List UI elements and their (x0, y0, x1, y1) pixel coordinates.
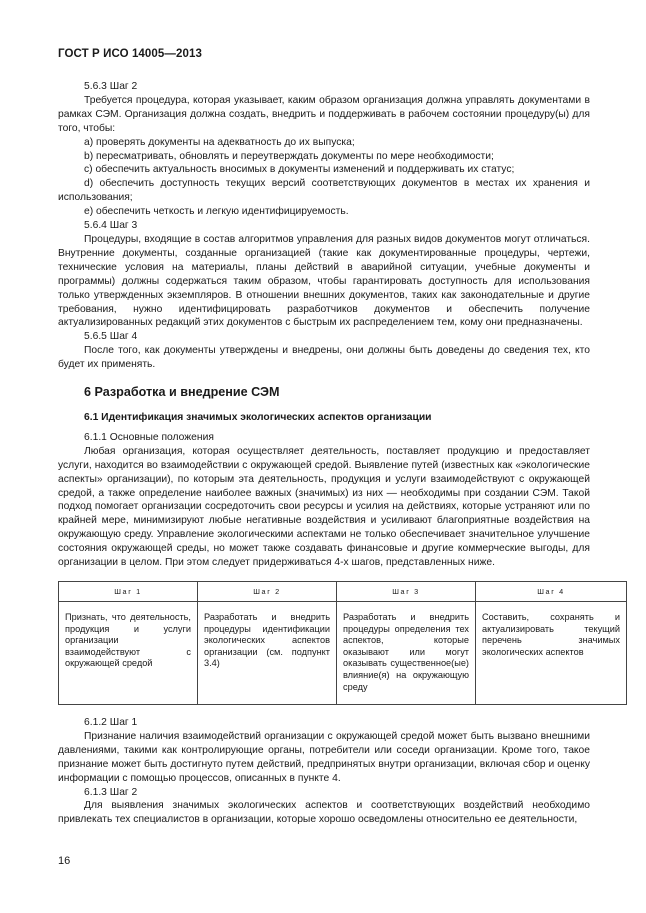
paragraph: Процедуры, входящие в состав алгоритмов управления для разных видов документов могут отличаться. Внутренние документы, созданные организацией (такие как документированные процедуры, чертежи, технические условия на материалы, планы действий в аварийной ситуации, учебные документы и программы) должны содержаться таким образом, чтобы гарантировать доступность для использования только утвержденных экземпляров. В отношении внешних документов, таких как законодательные и другие требования, нужно идентифицировать разработчиков документов и обеспечить получение актуализированных редакций этих документов с быстрым их распределением тем, кому они предназначены. (58, 233, 590, 329)
table-cell: Разработать и внедрить процедуры определения тех аспектов, которые оказывают или могут оказывать существенное(ые) влияние(я) на окружающую среду (337, 602, 476, 705)
table-header-cell: Шаг 3 (337, 582, 476, 602)
list-item: c) обеспечить актуальность вносимых в документы изменений и поддерживать их статус; (84, 164, 515, 176)
clause-number: 6.1.3 Шаг 2 (84, 786, 138, 798)
table-cell: Составить, сохранять и актуализировать текущий перечень значимых экологических аспектов (476, 602, 627, 705)
page-number: 16 (58, 855, 71, 867)
list-item: d) обеспечить доступность текущих версий соответствующих документов в местах их хранения и использования; (58, 178, 590, 204)
section-heading: 6 Разработка и внедрение СЭМ (84, 385, 280, 400)
paragraph: После того, как документы утверждены и внедрены, они должны быть доведены до сведения тех, кто будет их применять. (58, 345, 590, 371)
table-row (59, 602, 627, 705)
list-item: b) пересматривать, обновлять и переутверждать документы по мере необходимости; (84, 150, 494, 162)
subsection-heading: 6.1 Идентификация значимых экологических аспектов организации (84, 412, 432, 424)
clause-number: 5.6.3 Шаг 2 (84, 81, 138, 92)
clause-number: 6.1.1 Основные положения (84, 431, 214, 443)
table-cell: Признать, что деятельность, продукция и услуги организации взаимодействуют с окружающей средой (59, 602, 198, 705)
paragraph: Для выявления значимых экологических аспектов и соответствующих воздействий необходимо привлекать тех специалистов в организации, которые хорошо осведомлены относительно ее деятельности, (58, 800, 590, 826)
clause-number: 5.6.4 Шаг 3 (84, 220, 138, 232)
list-item: e) обеспечить четкость и легкую идентифицируемость. (84, 206, 349, 218)
paragraph: Признание наличия взаимодействий организации с окружающей средой может быть вызвано внешними давлениями, такими как контролирующие органы, потребители или соседи организации. Кроме того, такое признание может быть достигнуто путем действий, предпринятых внутри организации, включая сбор и оценку информации с помощью процессов, описанных в пункте 4. (58, 730, 590, 784)
paragraph: Любая организация, которая осуществляет деятельность, поставляет продукцию и предоставляет услуги, находится во взаимодействии с окружающей средой. Выявление путей (известных как «экологические аспекты» организации), по которым эта деятельность, продукция и услуги взаимодействуют с окружающей средой, а также определение наиболее важных (значимых) из них — необходимы при создании СЭМ. Такой подход помогает организации сосредоточить свои ресурсы и усилия на действиях, которые устраняют или по крайней мере, минимизируют любые негативные воздействия и усиливают благоприятные воздействия на окружающую среду. Управление экологическими аспектами не только обеспечивает значительное улучшение состояния окружающей среды, но может также создавать финансовые и другие коммерческие выгоды, для организации в целом. При этом следует придерживаться 4-х шагов, представленных ниже. (58, 445, 590, 569)
table-cell: Разработать и внедрить процедуры идентификации экологических аспектов организации (см. подпункт 3.4) (198, 602, 337, 705)
table-header-row (59, 582, 627, 602)
steps-table (58, 581, 627, 705)
clause-number: 6.1.2 Шаг 1 (84, 717, 138, 728)
table-header-cell: Шаг 4 (476, 582, 627, 602)
table-header-cell: Шаг 1 (59, 582, 198, 602)
clause-number: 5.6.5 Шаг 4 (84, 331, 138, 343)
document-header: ГОСТ Р ИСО 14005—2013 (58, 48, 203, 60)
table-header-cell: Шаг 2 (198, 582, 337, 602)
document-body (58, 80, 620, 827)
list-item: a) проверять документы на адекватность до их выпуска; (84, 136, 355, 148)
paragraph: Требуется процедура, которая указывает, каким образом организация должна управлять документами в рамках СЭМ. Организация должна создать, внедрить и поддерживать в рабочем состоянии процедуру(ы) для того, чтобы: (58, 94, 590, 134)
